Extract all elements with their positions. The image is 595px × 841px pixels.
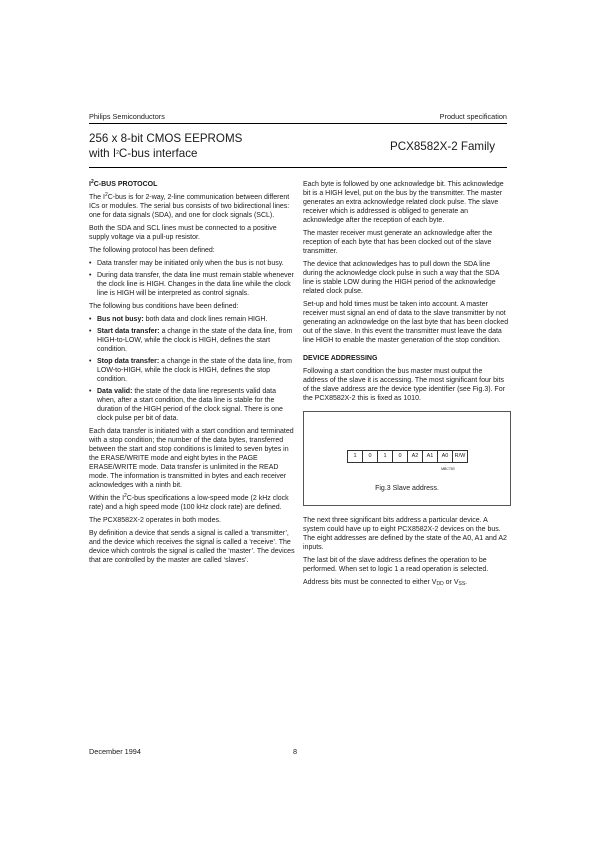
product-family: PCX8582X-2 Family: [390, 140, 496, 153]
address-bit: 0: [392, 450, 408, 463]
paragraph: Set-up and hold times must be taken into account. A master receiver must signal an end of data to the slave transmitter by not generating an acknowledge on the last byte that has been clocked out of the slave. In this event the transmitter must leave the data line HIGH to enable the master generation of the stop condition.: [303, 301, 509, 344]
paragraph: The next three significant bits address a particular device. A system could have up to eight PCX8582X-2 devices on the bus. The eight addresses are defined by the state of the A0, A1 and A2 inputs.: [303, 517, 507, 551]
paragraph: The $I^2C$-bus is for 2-way, 2-line communication between different ICs or modules. The serial bus consists of two bidirectional lines: one for data signals (SDA), and one for clock signals (SCL).: [89, 192, 290, 219]
figure-code: MBC793: [441, 467, 455, 471]
address-bit: A0: [437, 450, 453, 463]
list-item: • During data transfer, the data line must remain stable whenever the clock line is HIGH. Changes in the data line while the clock line is HIGH will be interpreted as control signals.: [89, 271, 295, 298]
header-rule: [89, 123, 507, 124]
paragraph: The PCX8582X-2 operates in both modes.: [89, 517, 221, 524]
header-company: Philips Semiconductors: [89, 112, 165, 121]
list-item: • Start data transfer: a change in the state of the data line, from HIGH-to-LOW, while the clock is HIGH, defines the start condition.: [89, 327, 295, 354]
paragraph: The following protocol has been defined:: [89, 247, 215, 254]
list-item: • Data transfer may be initiated only when the bus is not busy.: [89, 259, 295, 268]
paragraph: By definition a device that sends a signal is called a ‘transmitter’, and the device which receives the signal is called a ‘receive’. The device which controls the signal is called the ‘master’. The devices that are controlled by the master are called ‘slaves’.: [89, 530, 295, 564]
paragraph: The following bus conditions have been defined:: [89, 303, 239, 310]
title-line-2: with $I^2C$-bus interface: [89, 147, 198, 160]
list-item: • Stop data transfer: a change in the state of the data line, from LOW-to-HIGH, while the clock is HIGH, defines the stop condition.: [89, 357, 295, 384]
conditions-list: [89, 315, 295, 423]
address-bit: A2: [407, 450, 423, 463]
paragraph: The last bit of the slave address defines the operation to be performed. When set to logic 1 a read operation is selected.: [303, 557, 489, 573]
address-bit: 1: [377, 450, 393, 463]
paragraph: Each byte is followed by one acknowledge bit. This acknowledge bit is a HIGH level, put on the bus by the transmitter. The master generates an extra acknowledge related clock pulse. The slave receiver which is addressed is obliged to generate an acknowledge after the reception of each byte.: [303, 181, 504, 224]
address-bit-rw: R/W: [452, 450, 468, 463]
address-bits: [348, 450, 468, 463]
title-rule: [89, 167, 507, 168]
paragraph: Address bits must be connected to either $V_{DD}$ or $V_{SS}$.: [303, 579, 468, 587]
list-item: • Bus not busy: both data and clock lines remain HIGH.: [89, 315, 295, 324]
figure-caption: Fig.3 Slave address.: [375, 485, 439, 492]
page-number: 8: [293, 747, 298, 756]
title-line-1: 256 x 8-bit CMOS EEPROMS: [89, 132, 243, 145]
left-column: [89, 180, 295, 569]
footer-date: December 1994: [89, 747, 141, 756]
address-bit: 1: [347, 450, 363, 463]
paragraph: Following a start condition the bus master must output the address of the slave it is accessing. The most significant four bits of the slave address are the device type identifier (see Fig.3). For the PCX8582X-2 this is fixed as 1010.: [303, 368, 505, 402]
protocol-list: [89, 259, 295, 298]
paragraph: Within the $I^2C$-bus specifications a low-speed mode (2 kHz clock rate) and a high speed mode (100 kHz clock rate) are defined.: [89, 493, 289, 511]
header-doc-type: Product specification: [439, 112, 507, 121]
paragraph: Each data transfer is initiated with a start condition and terminated with a stop condition; the number of the data bytes, transferred between the start and stop conditions is limited to seven bytes in the ERASE/WRITE mode and eight bytes in the PAGE ERASE/WRITE mode. Data transfer is unlimited in the READ mode. The information is transmitted in bytes and each receiver acknowledges with a ninth bit.: [89, 428, 294, 489]
section-heading-device-addressing: DEVICE ADDRESSING: [303, 355, 378, 362]
right-column: [303, 180, 509, 591]
paragraph: The device that acknowledges has to pull down the SDA line during the acknowledge clock pulse in such a way that the SDA line is stable LOW during the HIGH period of the acknowledge related clock pulse.: [303, 261, 500, 295]
paragraph: The master receiver must generate an acknowledge after the reception of each byte that has been clocked out of the slave transmitter.: [303, 230, 493, 255]
address-bit: 0: [362, 450, 378, 463]
address-bit: A1: [422, 450, 438, 463]
list-item: • Data valid: the state of the data line represents valid data when, after a start condition, the data line is stable for the duration of the HIGH period of the clock signal. There is one clock pulse per bit of data.: [89, 387, 295, 423]
section-heading-i2c: $I^2C$-BUS PROTOCOL: [89, 179, 158, 188]
document-title: [89, 131, 242, 161]
figure-slave-address: [303, 411, 511, 506]
paragraph: Both the SDA and SCL lines must be connected to a positive supply voltage via a pull-up resistor.: [89, 225, 277, 241]
